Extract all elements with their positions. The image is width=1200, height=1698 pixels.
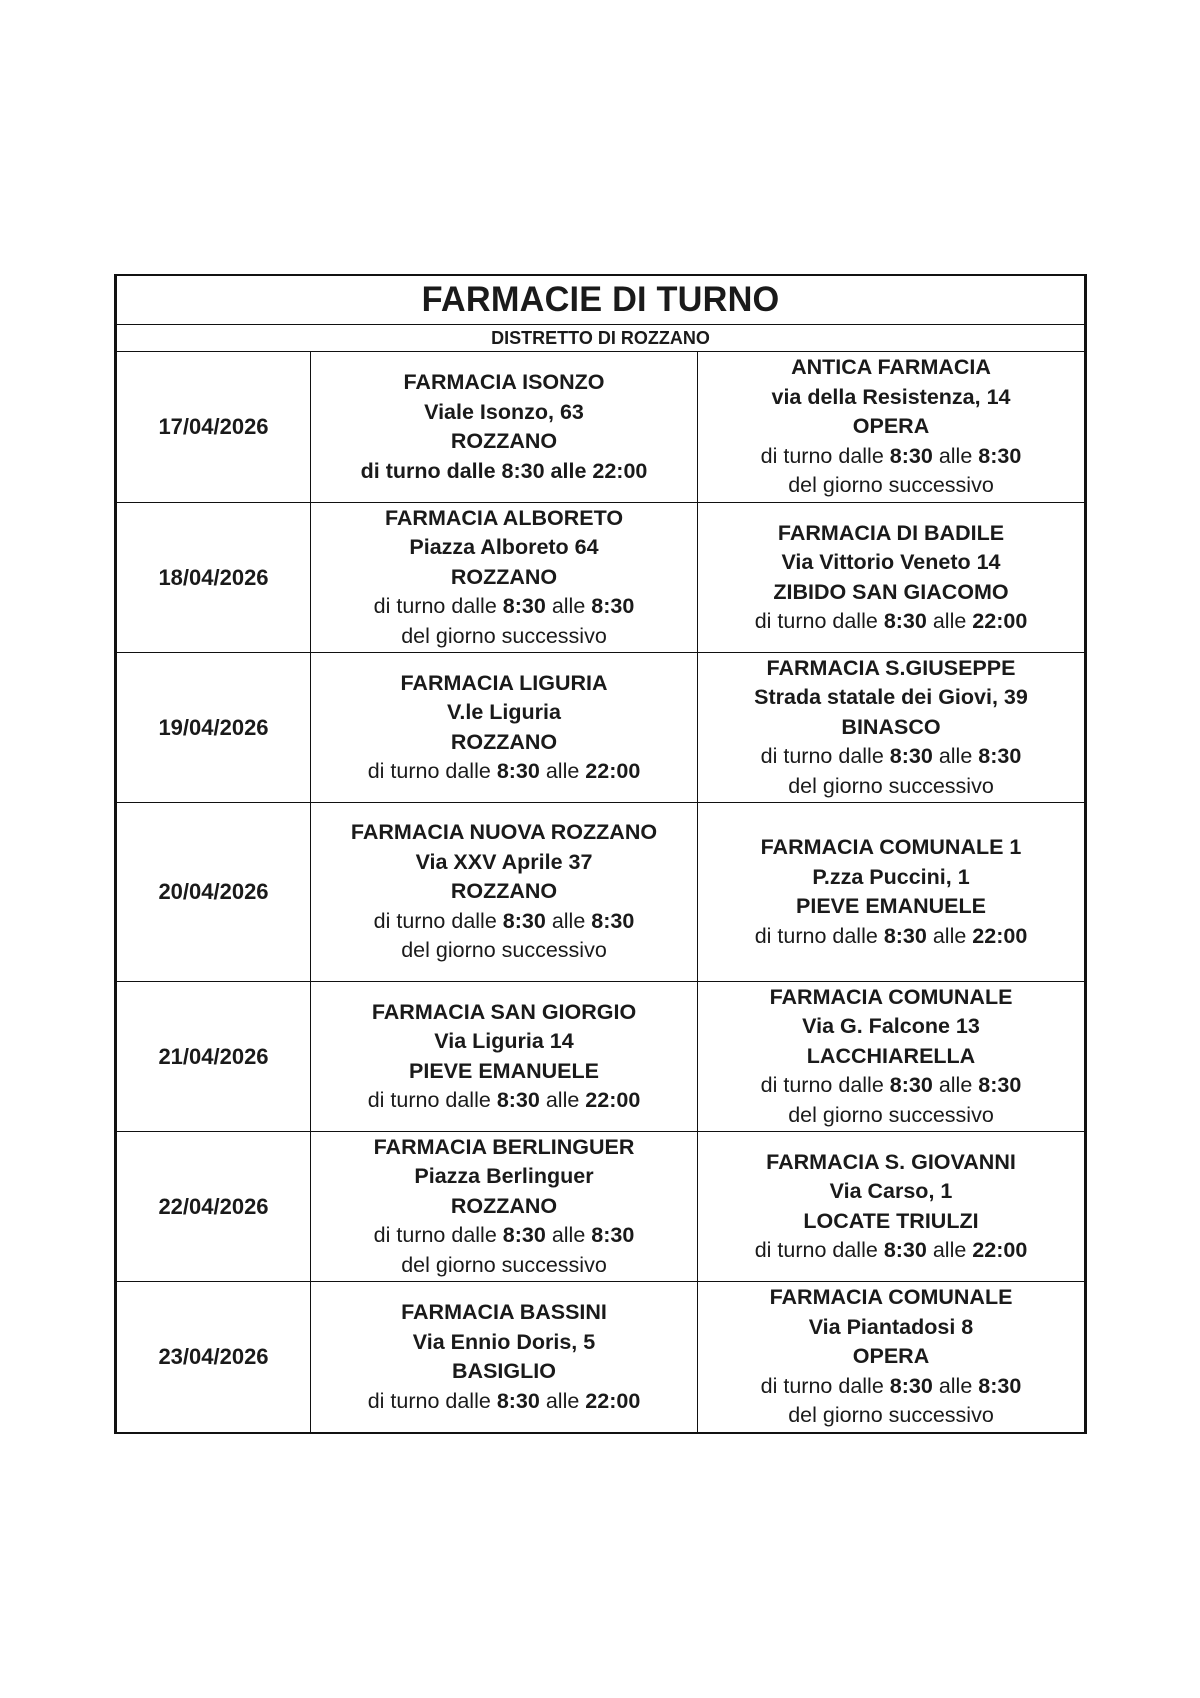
hours-from: 8:30	[889, 443, 933, 468]
hours-mid: alle	[545, 1088, 580, 1112]
hours-to: 8:30	[591, 1223, 635, 1248]
hours-to: 8:30	[591, 594, 635, 619]
date-cell: 17/04/2026	[116, 352, 311, 503]
pharmacy-name: FARMACIA DI BADILE	[777, 520, 1005, 545]
hours-prefix: di turno dalle	[760, 443, 884, 468]
hours-from: 8:30	[502, 1223, 546, 1248]
pharmacy-cell-secondary	[698, 1132, 1086, 1282]
hours-to: 22:00	[972, 1238, 1028, 1262]
hours-from: 8:30	[883, 1238, 927, 1262]
hours-to: 22:00	[585, 1088, 641, 1112]
hours-to: 22:00	[972, 923, 1028, 948]
schedule-row	[116, 503, 1086, 653]
date-cell: 21/04/2026	[116, 982, 311, 1132]
opening-hours	[698, 1236, 1084, 1266]
hours-from: 8:30	[496, 759, 540, 783]
pharmacy-name: FARMACIA ALBORETO	[384, 505, 624, 530]
date-cell: 19/04/2026	[116, 653, 311, 803]
hours-mid: alle	[545, 1388, 580, 1413]
schedule-row	[116, 803, 1086, 982]
next-day-note: del giorno successivo	[401, 1252, 607, 1277]
schedule-row	[116, 982, 1086, 1132]
pharmacy-name: FARMACIA COMUNALE	[769, 1285, 1013, 1310]
hours-prefix: di turno dalle	[373, 908, 497, 933]
pharmacy-city: ROZZANO	[450, 429, 558, 453]
opening-hours: di turno dalle 8:30 alle 22:00	[360, 458, 648, 483]
pharmacy-cell-secondary	[698, 982, 1086, 1132]
hours-to: 22:00	[585, 1388, 641, 1413]
hours-from: 8:30	[889, 744, 933, 769]
hours-to: 22:00	[972, 609, 1028, 633]
hours-prefix: di turno dalle	[367, 1088, 491, 1112]
pharmacy-city: ROZZANO	[450, 564, 558, 589]
opening-hours	[311, 1387, 697, 1417]
pharmacy-name: FARMACIA NUOVA ROZZANO	[350, 820, 658, 845]
pharmacy-city: BINASCO	[841, 714, 941, 739]
hours-mid: alle	[932, 609, 967, 633]
title-text: FARMACIE DI TURNO	[421, 280, 780, 319]
pharmacy-address: Piazza Alboreto 64	[409, 535, 599, 560]
hours-from: 8:30	[496, 1088, 540, 1112]
hours-mid: alle	[938, 744, 973, 769]
pharmacy-cell-primary	[311, 1282, 698, 1434]
pharmacy-name: FARMACIA BERLINGUER	[373, 1134, 635, 1159]
hours-prefix: di turno dalle	[373, 1223, 497, 1248]
pharmacy-cell-primary	[311, 352, 698, 503]
pharmacy-city: PIEVE EMANUELE	[409, 1058, 599, 1083]
schedule-rows	[116, 352, 1086, 1434]
hours-from: 8:30	[889, 1073, 933, 1098]
opening-hours	[311, 592, 697, 622]
pharmacy-address: Via Liguria 14	[434, 1029, 574, 1053]
schedule-row	[116, 1132, 1086, 1282]
pharmacy-city: OPERA	[852, 414, 930, 439]
hours-mid: alle	[938, 1373, 973, 1398]
pharmacy-cell-secondary	[698, 653, 1086, 803]
hours-mid: alle	[551, 594, 586, 619]
hours-mid: alle	[545, 759, 580, 783]
pharmacy-cell-primary	[311, 503, 698, 653]
opening-hours	[698, 1372, 1084, 1402]
pharmacy-city: LOCATE TRIULZI	[803, 1208, 979, 1233]
pharmacy-cell-secondary	[698, 803, 1086, 982]
hours-mid: alle	[938, 1073, 973, 1098]
next-day-note: del giorno successivo	[401, 623, 607, 648]
hours-prefix: di turno dalle	[373, 594, 497, 619]
pharmacy-city: PIEVE EMANUELE	[796, 894, 986, 918]
pharmacy-address: P.zza Puccini, 1	[812, 864, 970, 889]
hours-mid: alle	[551, 908, 586, 933]
pharmacy-city: BASIGLIO	[452, 1359, 556, 1383]
opening-hours	[698, 1071, 1084, 1101]
pharmacy-name: FARMACIA SAN GIORGIO	[371, 999, 637, 1024]
schedule-row	[116, 1282, 1086, 1434]
next-day-note: del giorno successivo	[788, 1403, 994, 1428]
opening-hours	[698, 607, 1084, 637]
hours-from: 8:30	[502, 908, 546, 933]
pharmacy-address: Via Piantadosi 8	[808, 1314, 974, 1339]
hours-from: 8:30	[889, 1373, 933, 1398]
pharmacy-cell-secondary	[698, 352, 1086, 503]
hours-to: 8:30	[978, 443, 1022, 468]
opening-hours	[698, 742, 1084, 772]
pharmacy-name: FARMACIA COMUNALE 1	[760, 835, 1022, 859]
opening-hours	[698, 922, 1084, 952]
hours-prefix: di turno dalle	[760, 744, 884, 769]
opening-hours	[698, 442, 1084, 472]
hours-prefix: di turno dalle	[754, 923, 878, 948]
schedule-row	[116, 653, 1086, 803]
date-cell: 22/04/2026	[116, 1132, 311, 1282]
hours-prefix: di turno dalle	[367, 1388, 491, 1413]
next-day-note: del giorno successivo	[788, 473, 994, 498]
pharmacy-name: FARMACIA COMUNALE	[769, 984, 1013, 1009]
opening-hours	[311, 757, 697, 787]
pharmacy-name: ANTICA FARMACIA	[791, 355, 991, 380]
schedule-row	[116, 352, 1086, 503]
hours-from: 8:30	[502, 594, 546, 619]
pharmacy-cell-primary	[311, 1132, 698, 1282]
pharmacy-name: FARMACIA S. GIOVANNI	[766, 1149, 1016, 1174]
hours-to: 8:30	[978, 1373, 1022, 1398]
hours-from: 8:30	[496, 1388, 540, 1413]
pharmacy-cell-primary	[311, 803, 698, 982]
hours-from: 8:30	[883, 609, 927, 633]
date-cell: 23/04/2026	[116, 1282, 311, 1434]
pharmacy-city: OPERA	[852, 1344, 930, 1369]
hours-to: 8:30	[978, 744, 1022, 769]
pharmacy-cell-secondary	[698, 1282, 1086, 1434]
hours-to: 22:00	[585, 759, 641, 783]
hours-prefix: di turno dalle	[754, 1238, 878, 1262]
next-day-note: del giorno successivo	[401, 938, 607, 963]
hours-mid: alle	[932, 1238, 967, 1262]
hours-prefix: di turno dalle	[760, 1373, 884, 1398]
opening-hours	[311, 1086, 697, 1116]
hours-to: 8:30	[591, 908, 635, 933]
pharmacy-cell-primary	[311, 982, 698, 1132]
pharmacy-cell-secondary	[698, 503, 1086, 653]
pharmacy-address: Strada statale dei Giovi, 39	[754, 685, 1028, 710]
pharmacy-address: Piazza Berlinguer	[414, 1164, 594, 1189]
pharmacy-address: via della Resistenza, 14	[771, 384, 1011, 409]
pharmacy-address: Via G. Falcone 13	[802, 1014, 980, 1039]
pharmacy-address: Via Carso, 1	[829, 1179, 953, 1203]
pharmacy-name: FARMACIA S.GIUSEPPE	[766, 655, 1016, 680]
date-cell: 20/04/2026	[116, 803, 311, 982]
pharmacy-city: ROZZANO	[450, 1193, 558, 1218]
pharmacy-name: FARMACIA ISONZO	[403, 370, 605, 394]
hours-prefix: di turno dalle	[760, 1073, 884, 1098]
opening-hours	[311, 907, 697, 937]
hours-mid: alle	[932, 923, 967, 948]
hours-prefix: di turno dalle	[754, 609, 878, 633]
pharmacy-address: Via Ennio Doris, 5	[412, 1329, 596, 1354]
page-title	[116, 275, 1086, 325]
hours-prefix: di turno dalle	[367, 759, 491, 783]
pharmacy-name: FARMACIA BASSINI	[401, 1300, 607, 1324]
pharmacy-city: ROZZANO	[450, 729, 558, 754]
hours-mid: alle	[551, 1223, 586, 1248]
pharmacy-city: ROZZANO	[450, 879, 558, 904]
hours-mid: alle	[938, 443, 973, 468]
pharmacy-address: Via Vittorio Veneto 14	[781, 550, 1001, 574]
next-day-note: del giorno successivo	[788, 1102, 994, 1127]
hours-from: 8:30	[883, 923, 927, 948]
pharmacy-city: LACCHIARELLA	[806, 1043, 976, 1068]
pharmacy-address: V.le Liguria	[447, 700, 561, 724]
pharmacy-address: Viale Isonzo, 63	[424, 399, 584, 424]
pharmacy-city: ZIBIDO SAN GIACOMO	[773, 579, 1009, 604]
pharmacy-name: FARMACIA LIGURIA	[400, 670, 608, 695]
date-cell: 18/04/2026	[116, 503, 311, 653]
opening-hours	[311, 1221, 697, 1251]
pharmacy-cell-primary	[311, 653, 698, 803]
district-subtitle: DISTRETTO DI ROZZANO	[116, 325, 1086, 352]
pharmacy-address: Via XXV Aprile 37	[415, 849, 593, 874]
hours-to: 8:30	[978, 1073, 1022, 1098]
next-day-note: del giorno successivo	[788, 773, 994, 798]
duty-pharmacies-table	[114, 274, 1087, 1434]
